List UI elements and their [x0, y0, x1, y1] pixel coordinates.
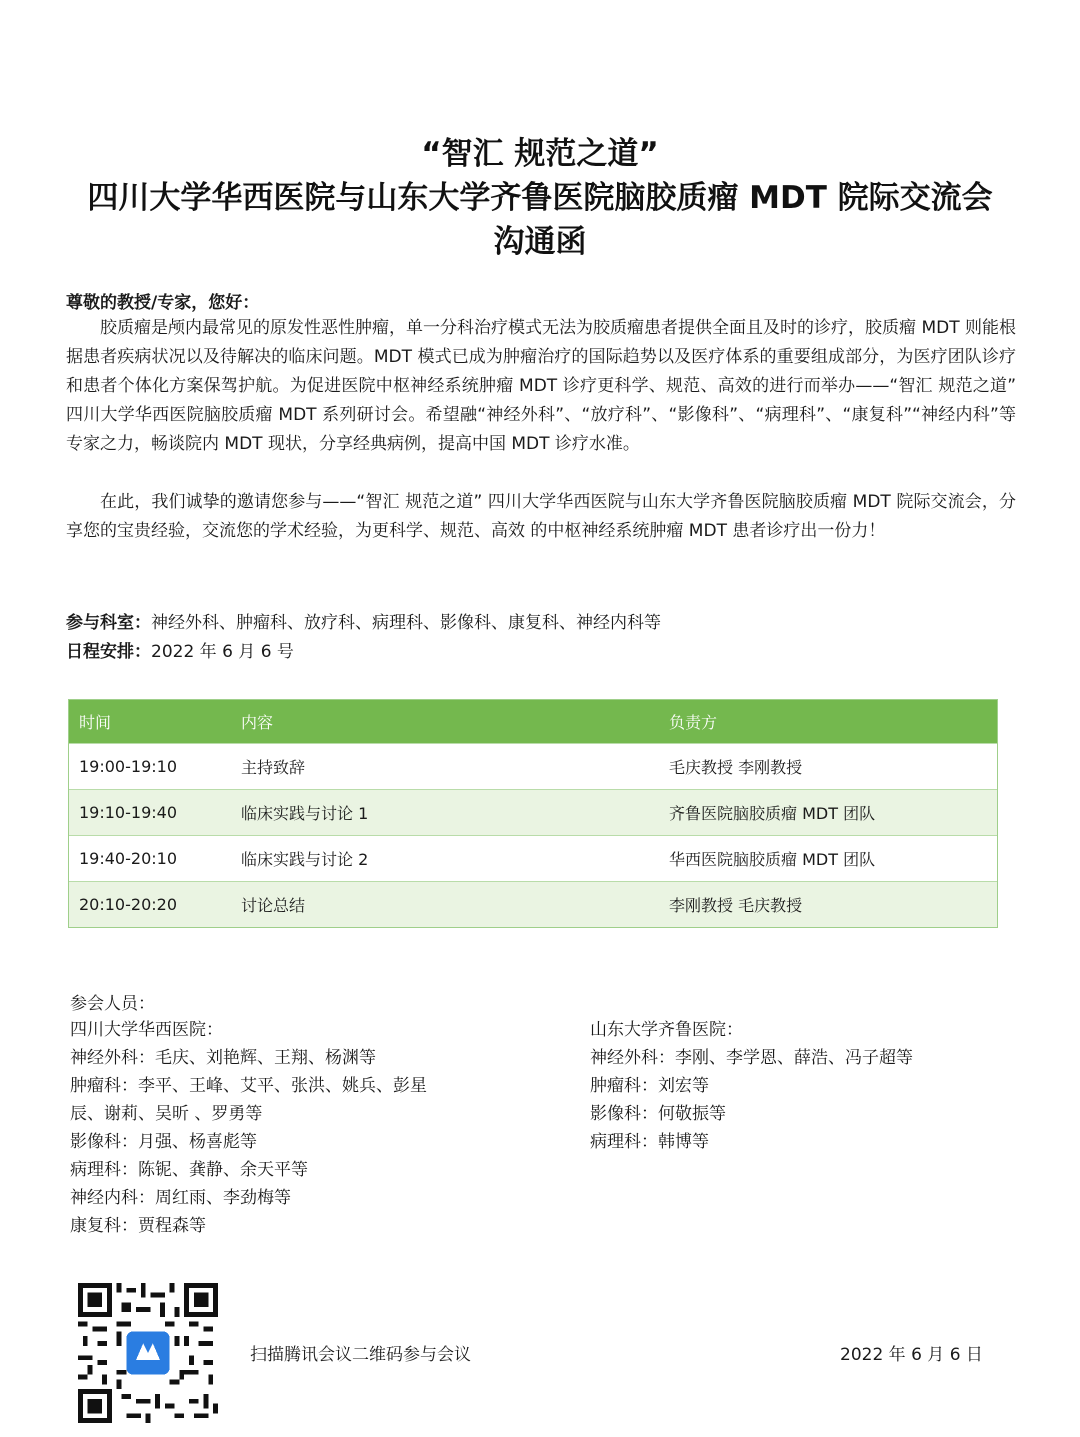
list-item: 病理科：韩博等: [590, 1132, 709, 1152]
qr-caption: 扫描腾讯会议二维码参与会议: [250, 1345, 471, 1365]
cell-owner: 李刚教授 毛庆教授: [669, 896, 803, 915]
list-item: 病理科：陈铌、龚静、余天平等: [70, 1160, 308, 1180]
list-item: 辰、谢莉、吴昕 、罗勇等: [70, 1104, 263, 1124]
schedule-date-line: [66, 637, 294, 662]
table-row: [69, 835, 997, 881]
cell-content: 临床实践与讨论 2: [241, 850, 369, 869]
title-line-1: “智汇 规范之道”: [421, 136, 659, 172]
table-row: [69, 743, 997, 789]
salutation: 尊敬的教授/专家，您好：: [66, 293, 260, 313]
list-item: 康复科：贾程森等: [70, 1216, 206, 1236]
schedule-table: [68, 699, 998, 928]
qr-code-icon[interactable]: [78, 1283, 218, 1423]
header-time: 时间: [79, 713, 112, 732]
cell-content: 主持致辞: [241, 758, 306, 777]
list-item: 肿瘤科：李平、王峰、艾平、张洪、姚兵、彭星: [70, 1076, 427, 1096]
attendees-label: 参会人员：: [70, 994, 155, 1014]
cell-content: 讨论总结: [241, 896, 306, 915]
list-item: 神经外科：李刚、李学恩、薛浩、冯子超等: [590, 1048, 913, 1068]
paragraph-invite: 在此，我们诚挚的邀请您参与——“智汇 规范之道” 四川大学华西医院与山东大学齐鲁医院脑胶质瘤 MDT 院际交流会，分享您的宝贵经验，交流您的学术经验，为更科学、规范、高效 的中枢神经系统肿瘤 MDT 患者诊疗出一份力！: [66, 492, 1016, 541]
list-item: 影像科：月强、杨喜彪等: [70, 1132, 257, 1152]
departments-label: 参与科室：: [66, 613, 151, 633]
list-item: 神经内科：周红雨、李劲梅等: [70, 1188, 291, 1208]
cell-time: 20:10-20:20: [79, 895, 177, 914]
title-line-2: 四川大学华西医院与山东大学齐鲁医院脑胶质瘤 MDT 院际交流会: [87, 180, 993, 216]
table-row: [69, 789, 997, 835]
attendees-west-china: [70, 1016, 490, 1240]
attendees-qilu: [590, 1016, 1010, 1156]
list-item: 神经外科：毛庆、刘艳辉、王翔、杨渊等: [70, 1048, 376, 1068]
cell-owner: 齐鲁医院脑胶质瘤 MDT 团队: [669, 804, 876, 823]
schedule-date-label: 日程安排：: [66, 642, 151, 662]
cell-time: 19:00-19:10: [79, 757, 177, 776]
hospital-name: 四川大学华西医院：: [70, 1020, 223, 1040]
cell-content: 临床实践与讨论 1: [241, 804, 369, 823]
letter-date: 2022 年 6 月 6 日: [840, 1345, 983, 1365]
paragraph-intro: 胶质瘤是颅内最常见的原发性恶性肿瘤，单一分科治疗模式无法为胶质瘤患者提供全面且及时的诊疗，胶质瘤 MDT 则能根据患者疾病状况以及待解决的临床问题。MDT 模式已成为肿瘤治疗的国际趋势以及医疗体系的重要组成部分，为医疗团队诊疗和患者个体化方案保驾护航。为促进医院中枢神经系统肿瘤 MDT 诊疗更科学、规范、高效的进行而举办——“智汇 规范之道” 四川大学华西医院脑胶质瘤 MDT 系列研讨会。希望融“神经外科”、“放疗科”、“影像科”、“病理科”、“康复科”“神经内科”等专家之力，畅谈院内 MDT 现状，分享经典病例，提高中国 MDT 诊疗水准。: [66, 318, 1016, 454]
table-row: [69, 881, 997, 927]
cell-time: 19:40-20:10: [79, 849, 177, 868]
schedule-header-row: [69, 700, 997, 743]
departments-value: 神经外科、肿瘤科、放疗科、病理科、影像科、康复科、神经内科等: [151, 613, 661, 633]
departments-line: [66, 608, 661, 633]
header-content: 内容: [241, 713, 274, 732]
header-owner: 负责方: [669, 713, 718, 732]
cell-time: 19:10-19:40: [79, 803, 177, 822]
cell-owner: 毛庆教授 李刚教授: [669, 758, 803, 777]
list-item: 影像科：何敬振等: [590, 1104, 726, 1124]
title-line-3: 沟通函: [493, 224, 587, 260]
hospital-name: 山东大学齐鲁医院：: [590, 1020, 743, 1040]
schedule-date-value: 2022 年 6 月 6 号: [151, 642, 294, 662]
cell-owner: 华西医院脑胶质瘤 MDT 团队: [669, 850, 876, 869]
list-item: 肿瘤科：刘宏等: [590, 1076, 709, 1096]
